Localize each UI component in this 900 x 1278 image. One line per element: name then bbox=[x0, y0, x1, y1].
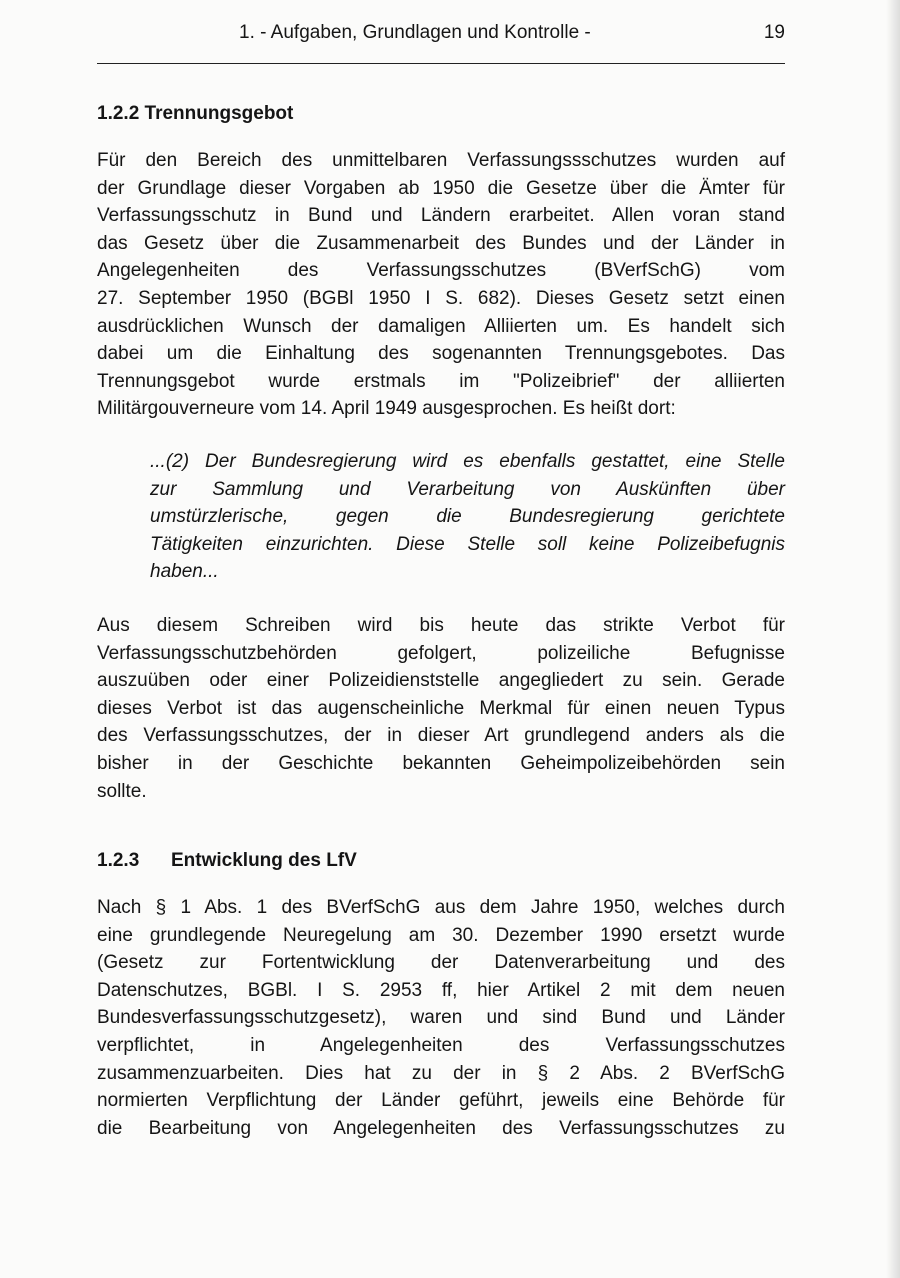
text-line: Nach § 1 Abs. 1 des BVerfSchG aus dem Jahre 1950, welches durch bbox=[97, 897, 785, 918]
text-line: Militärgouverneure vom 14. April 1949 ausgesprochen. Es heißt dort: bbox=[97, 398, 676, 420]
text-line: Bundesverfassungsschutzgesetz), waren und sind Bund und Länder bbox=[97, 1007, 785, 1029]
quote-line: umstürzlerische, gegen die Bundesregierung gerichtete bbox=[150, 506, 785, 528]
text-line: eine grundlegende Neuregelung am 30. Dezember 1990 ersetzt wurde bbox=[97, 924, 785, 946]
section-heading-1-2-2: 1.2.2 Trennungsgebot bbox=[97, 103, 294, 124]
text-line: (Gesetz zur Fortentwicklung der Datenverarbeitung und des bbox=[97, 952, 785, 974]
text-line: 27. September 1950 (BGBl 1950 I S. 682). Dieses Gesetz setzt einen bbox=[97, 287, 785, 309]
section-title: Entwicklung des LfV bbox=[171, 850, 357, 871]
text-line: der Grundlage dieser Vorgaben ab 1950 die Gesetze über die Ämter für bbox=[97, 177, 785, 199]
text-line: verpflichtet, in Angelegenheiten des Verfassungsschutzes bbox=[97, 1034, 785, 1056]
running-header bbox=[97, 18, 785, 48]
header-title: 1. - Aufgaben, Grundlagen und Kontrolle - bbox=[239, 22, 591, 43]
text-line: Angelegenheiten des Verfassungsschutzes (BVerfSchG) vom bbox=[97, 260, 785, 282]
quote-line: ...(2) Der Bundesregierung wird es ebenfalls gestattet, eine Stelle bbox=[150, 451, 785, 472]
header-divider bbox=[97, 63, 785, 64]
text-line: Datenschutzes, BGBl. I S. 2953 ff, hier Artikel 2 mit dem neuen bbox=[97, 979, 785, 1001]
text-line: dabei um die Einhaltung des sogenannten Trennungsgebotes. Das bbox=[97, 343, 785, 365]
paragraph-trennungsgebot bbox=[97, 147, 785, 423]
quote-line: zur Sammlung und Verarbeitung von Auskünften über bbox=[150, 478, 785, 500]
text-line: dieses Verbot ist das augenscheinliche Merkmal für einen neuen Typus bbox=[97, 697, 785, 719]
paragraph-entwicklung bbox=[97, 894, 785, 1142]
section-number: 1.2.3 bbox=[97, 850, 140, 871]
paragraph-verbot bbox=[97, 612, 785, 805]
text-line: normierten Verpflichtung der Länder geführt, jeweils eine Behörde für bbox=[97, 1090, 785, 1112]
text-line: das Gesetz über die Zusammenarbeit des Bundes und der Länder in bbox=[97, 232, 785, 254]
text-line: Verfassungsschutz in Bund und Ländern erarbeitet. Allen voran stand bbox=[97, 205, 785, 227]
text-line: auszuüben oder einer Polizeidienststelle angegliedert zu sein. Gerade bbox=[97, 670, 785, 692]
text-line: Trennungsgebot wurde erstmals im "Polizeibrief" der alliierten bbox=[97, 370, 785, 392]
text-line: des Verfassungsschutzes, der in dieser Art grundlegend anders als die bbox=[97, 725, 785, 747]
scan-edge-shadow bbox=[886, 0, 900, 1278]
page-number: 19 bbox=[763, 22, 785, 43]
text-line: ausdrücklichen Wunsch der damaligen Alliierten um. Es handelt sich bbox=[97, 315, 785, 337]
text-line: Aus diesem Schreiben wird bis heute das strikte Verbot für bbox=[97, 615, 785, 636]
text-line: zusammenzuarbeiten. Dies hat zu der in § 2 Abs. 2 BVerfSchG bbox=[97, 1062, 785, 1084]
quote-line: haben... bbox=[150, 561, 219, 583]
text-line: die Bearbeitung von Angelegenheiten des Verfassungsschutzes zu bbox=[97, 1117, 785, 1139]
text-line: Verfassungsschutzbehörden gefolgert, polizeiliche Befugnisse bbox=[97, 642, 785, 664]
text-line: Für den Bereich des unmittelbaren Verfassungssschutzes wurden auf bbox=[97, 150, 785, 171]
text-line: sollte. bbox=[97, 780, 147, 802]
block-quote-polizeibrief bbox=[150, 448, 785, 586]
text-line: bisher in der Geschichte bekannten Geheimpolizeibehörden sein bbox=[97, 752, 785, 774]
section-heading-1-2-3 bbox=[97, 850, 357, 872]
quote-line: Tätigkeiten einzurichten. Diese Stelle soll keine Polizeibefugnis bbox=[150, 533, 785, 555]
